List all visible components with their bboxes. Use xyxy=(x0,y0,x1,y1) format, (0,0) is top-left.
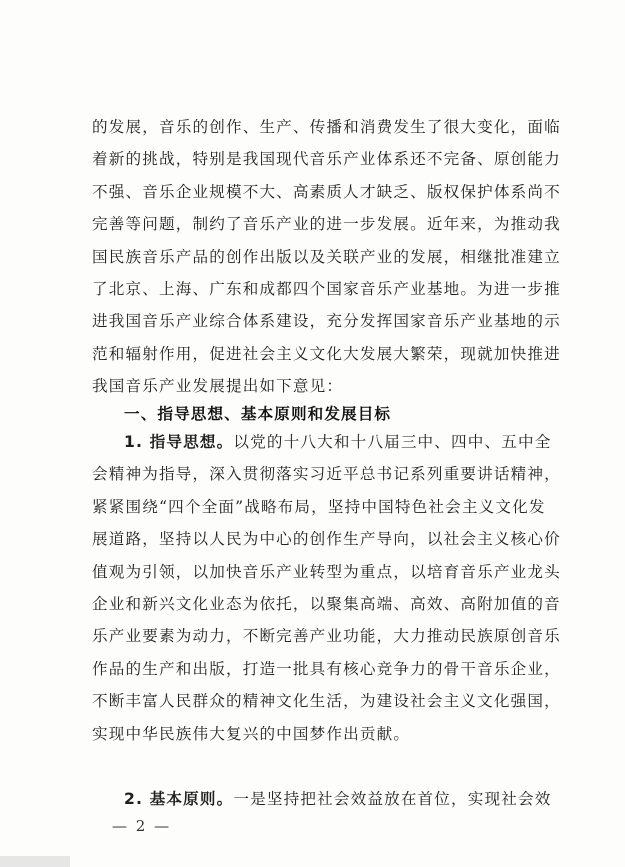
text-line: 了北京、上海、广东和成都四个国家音乐产业基地。为进一步推 xyxy=(92,280,561,299)
text-line: 着新的挑战，特别是我国现代音乐产业体系还不完备、原创能力 xyxy=(92,150,561,169)
text-line: 实现中华民族伟大复兴的中国梦作出贡献。 xyxy=(92,724,411,743)
basic-principles-paragraph xyxy=(92,783,554,815)
paragraph-lead: 2. 基本原则。 xyxy=(124,790,234,808)
text-line: 不断丰富人民群众的精神文化生活，为建设社会主义文化强国， xyxy=(92,692,561,711)
scan-edge-mark xyxy=(0,856,70,867)
text-line: 乐产业要素为动力，不断完善产业功能，大力推动民族原创音乐 xyxy=(92,627,561,646)
paragraph-first-line-text: 以党的十八大和十八届三中、四中、五中全 xyxy=(233,433,552,451)
intro-paragraph xyxy=(92,111,561,403)
text-line: 会精神为指导，深入贯彻落实习近平总书记系列重要讲话精神， xyxy=(92,465,561,484)
text-line: 进我国音乐产业综合体系建设，充分发挥国家音乐产业基地的示 xyxy=(92,312,561,331)
paragraph-first-line xyxy=(92,783,554,815)
paragraph-first-line xyxy=(92,426,554,458)
section-heading: 一、指导思想、基本原则和发展目标 xyxy=(124,405,392,423)
text-line: 企业和新兴文化业态为依托，以聚集高端、高效、高附加值的音 xyxy=(92,595,561,614)
guiding-ideology-paragraph xyxy=(92,426,561,750)
text-line: 值观为引领，以加快音乐产业转型为重点，以培育音乐产业龙头 xyxy=(92,562,561,581)
text-line: 国民族音乐产品的创作出版以及关联产业的发展，相继批准建立 xyxy=(92,247,561,266)
text-line: 展道路，坚持以人民为中心的创作生产导向，以社会主义核心价 xyxy=(92,530,561,549)
text-line: 不强、音乐企业规模不大、高素质人才缺乏、版权保护体系尚不 xyxy=(92,182,561,201)
text-line: 我国音乐产业发展提出如下意见： xyxy=(92,377,344,396)
text-line: 范和辐射作用，促进社会主义文化大发展大繁荣，现就加快推进 xyxy=(92,344,561,363)
paragraph-lead: 1. 指导思想。 xyxy=(124,433,234,451)
text-line: 的发展，音乐的创作、生产、传播和消费发生了很大变化，面临 xyxy=(92,118,561,136)
text-line: 紧紧围绕“四个全面”战略布局，坚持中国特色社会主义文化发 xyxy=(92,497,546,516)
text-line: 作品的生产和出版，打造一批具有核心竞争力的骨干音乐企业， xyxy=(92,659,561,678)
text-line: 完善等问题，制约了音乐产业的进一步发展。近年来，为推动我 xyxy=(92,215,561,234)
page-number: — 2 — xyxy=(112,817,172,835)
paragraph-first-line-text: 一是坚持把社会效益放在首位，实现社会效 xyxy=(233,790,552,808)
